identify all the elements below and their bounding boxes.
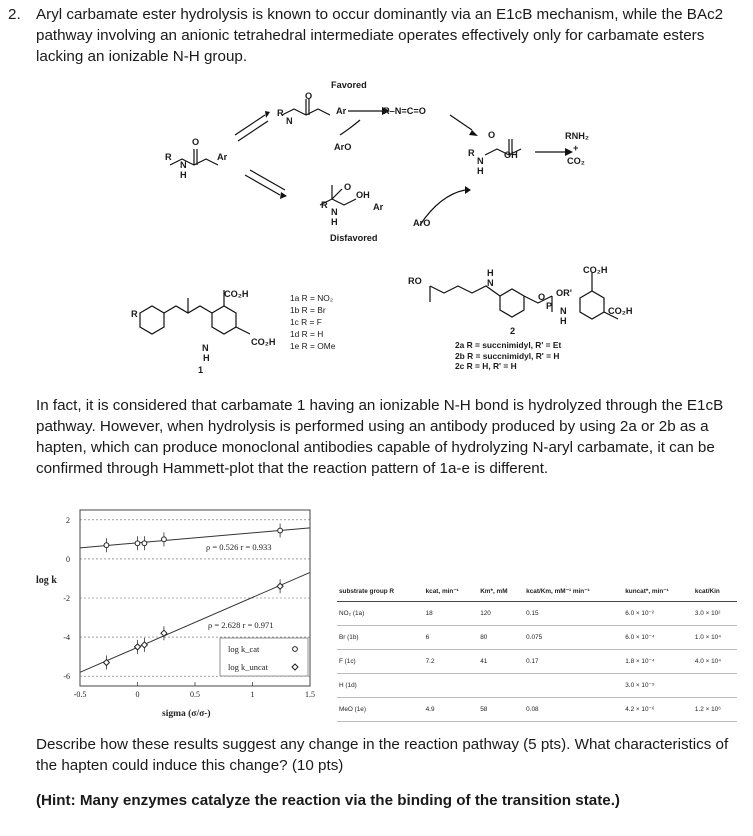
- x-tick-label: 0.5: [190, 690, 200, 699]
- prompt-text: Describe how these results suggest any change in the reaction pathway (5 pts). What characteristics of the hapten could induce this change? (10 pts): [36, 736, 729, 774]
- table-row: [337, 698, 737, 722]
- table-cell: MeO (1e): [337, 698, 424, 722]
- compound-2-label: 2: [510, 326, 516, 336]
- atom-h-tet: H: [331, 217, 338, 227]
- compound-2-n2: N: [560, 306, 567, 316]
- compound-2-o: O: [538, 292, 546, 302]
- atom-r-start: R: [165, 152, 172, 162]
- table-header: kcat, min⁻¹: [424, 582, 479, 602]
- atom-h-start: H: [180, 170, 187, 180]
- table-row: [337, 674, 737, 698]
- legend-uncat-label: log k_uncat: [228, 662, 268, 672]
- series-1-item: 1a R = NO₂: [290, 293, 334, 303]
- question-number: 2.: [8, 6, 21, 23]
- product-amine: RNH₂: [565, 131, 589, 141]
- aryloxide-label-top: ArO: [334, 142, 352, 152]
- y-tick-label: 0: [66, 554, 70, 564]
- compound-1-r: R: [131, 309, 138, 319]
- table-cell: [478, 674, 524, 698]
- data-point-cat: [162, 537, 167, 542]
- table-cell: 58: [478, 698, 524, 722]
- table-cell: 6: [424, 626, 479, 650]
- series-2-item: 2a R = succnimidyl, R' = Et: [455, 340, 562, 350]
- y-tick-label: -4: [63, 633, 70, 643]
- legend-cat-label: log k_cat: [228, 644, 260, 654]
- hammett-plot: [30, 500, 330, 720]
- y-tick-label: -2: [63, 594, 70, 603]
- y-axis-label: log k: [36, 575, 57, 586]
- compound-1-ring-left: [140, 306, 164, 334]
- arrow-down-isocyanate: [450, 115, 472, 130]
- data-point-cat: [135, 541, 140, 546]
- table-cell: 18: [424, 602, 479, 626]
- atom-n-start: N: [180, 160, 187, 170]
- atom-n-acid: N: [477, 156, 484, 166]
- data-point-cat: [278, 528, 283, 533]
- series-2-item: 2b R = succnimidyl, R' = H: [455, 350, 560, 361]
- compound-2-ring-left: [500, 289, 524, 317]
- table-header: substrate group R: [337, 582, 424, 602]
- table-cell: H (1d): [337, 674, 424, 698]
- compound-2-ring-right: [580, 291, 604, 319]
- series-2-list: [455, 340, 561, 372]
- x-axis-label: sigma (σ/σ-): [162, 709, 211, 719]
- compound-1-ring-right: [212, 306, 236, 334]
- table-cell: 80: [478, 626, 524, 650]
- y-tick-label: 2: [66, 515, 70, 525]
- data-point-uncat: [141, 642, 147, 648]
- compound-1-h: H: [203, 353, 210, 363]
- table-cell: 1.8 × 10⁻⁴: [623, 650, 693, 674]
- data-point-uncat: [135, 644, 141, 650]
- table-cell: 6.0 × 10⁻²: [623, 602, 693, 626]
- table-row: [337, 626, 737, 650]
- atom-ar-start: Ar: [217, 152, 228, 162]
- atom-r-anion: R: [277, 108, 284, 118]
- series-1-item: 1e R = OMe: [290, 341, 336, 351]
- annotation-uncat: ρ = 2.628 r = 0.971: [208, 620, 274, 630]
- table-header: kcat/Km, mM⁻¹ min⁻¹: [524, 582, 623, 602]
- product-plus: +: [573, 143, 579, 153]
- table-cell: 4.9: [424, 698, 479, 722]
- table-cell: [693, 674, 737, 698]
- product-co2: CO₂: [567, 156, 585, 166]
- atom-oh-acid: OH: [504, 150, 518, 160]
- question-intro: Aryl carbamate ester hydrolysis is known to occur dominantly via an E1cB mechanism, while the BAc2 pathway involving an anionic tetrahedral intermediate operates effectively only for carbamate esters lacking an ionizable N-H group.: [36, 6, 724, 65]
- table-cell: 0.075: [524, 626, 623, 650]
- compound-1-n: N: [202, 343, 209, 353]
- table-cell: 4.0 × 10⁴: [693, 650, 737, 674]
- compound-2-n: N: [487, 278, 494, 288]
- atom-n-anion: N: [286, 116, 293, 126]
- equilibrium-arrow-2: [245, 175, 280, 195]
- favored-label: Favored: [331, 80, 367, 90]
- compound-2-h: H: [487, 268, 494, 278]
- table-cell: Br (1b): [337, 626, 424, 650]
- compound-2-h2: H: [560, 316, 567, 326]
- atom-oh-tet: OH: [356, 190, 370, 200]
- table-header: kcat/Kin: [693, 582, 737, 602]
- x-tick-label: 0: [135, 690, 140, 699]
- atom-ar-tet: Ar: [373, 202, 384, 212]
- table-cell: 1.2 × 10⁶: [693, 698, 737, 722]
- table-header-row: [337, 582, 737, 602]
- table-row: [337, 602, 737, 626]
- x-tick-label: 1: [250, 690, 255, 699]
- table-cell: 7.2: [424, 650, 479, 674]
- table-cell: 3.0 × 10²: [693, 602, 737, 626]
- table-cell: 120: [478, 602, 524, 626]
- table-cell: F (1c): [337, 650, 424, 674]
- series-1-item: 1c R = F: [290, 317, 322, 327]
- data-point-cat: [142, 541, 147, 546]
- compound-2-p: P: [546, 301, 553, 311]
- table-cell: [424, 674, 479, 698]
- compound-1-label: 1: [198, 365, 204, 375]
- table-cell: 0.17: [524, 650, 623, 674]
- atom-o-anion: O: [305, 91, 313, 101]
- compound-1-co2h-right: CO₂H: [251, 337, 276, 347]
- compound-2-co2h-top: CO₂H: [583, 265, 608, 275]
- compound-1-co2h-top: CO₂H: [224, 289, 249, 299]
- compound-2-ro: RO: [408, 276, 422, 286]
- table-cell: 0.15: [524, 602, 623, 626]
- table-cell: NO₂ (1a): [337, 602, 424, 626]
- kinetics-table: [337, 582, 737, 722]
- atom-r-tet: R: [321, 200, 328, 210]
- table-row: [337, 650, 737, 674]
- annotation-cat: ρ = 0.526 r = 0.933: [206, 542, 272, 552]
- atom-o-acid: O: [488, 130, 496, 140]
- table-cell: 0.08: [524, 698, 623, 722]
- body-paragraph: In fact, it is considered that carbamate 1 having an ionizable N-H bond is hydrolyzed through the E1cB pathway. However, when hydrolysis is performed using an antibody produced by using 2a or 2b as a hapten, which can produce monoclonal antibodies capable of hydrolyzing N-aryl carbamate, it can be confirmed through Hammett-plot that the reaction pattern of 1a-e is different.: [36, 397, 724, 477]
- atom-n-tet: N: [331, 207, 338, 217]
- compound-2-or: OR': [556, 288, 572, 298]
- series-2-item: 2c R = H, R' = H: [455, 361, 517, 371]
- aryloxide-label-bottom: ArO: [413, 218, 431, 228]
- x-tick-label: -0.5: [73, 690, 87, 699]
- atom-r-acid: R: [468, 148, 475, 158]
- fit-line: [80, 528, 310, 548]
- compound-structures: [120, 258, 740, 373]
- mechanism-scheme: [120, 75, 740, 255]
- atom-o-start: O: [192, 137, 200, 147]
- series-1-item: 1b R = Br: [290, 305, 326, 315]
- table-cell: 1.0 × 10⁴: [693, 626, 737, 650]
- disfavored-label: Disfavored: [330, 233, 378, 243]
- atom-ar-anion: Ar: [336, 106, 347, 116]
- isocyanate-label: R–N=C=O: [383, 106, 426, 116]
- atom-o-tet: O: [344, 182, 352, 192]
- series-1-list: [290, 292, 335, 352]
- data-point-cat: [104, 543, 109, 548]
- compound-2-co2h-right: CO₂H: [608, 306, 633, 316]
- table-header: Km*, mM: [478, 582, 524, 602]
- series-1-item: 1d R = H: [290, 329, 324, 339]
- table-cell: 3.0 × 10⁻⁵: [623, 674, 693, 698]
- x-tick-label: 1.5: [305, 690, 315, 699]
- hint-text: (Hint: Many enzymes catalyze the reaction via the binding of the transition state.): [36, 792, 620, 809]
- table-cell: [524, 674, 623, 698]
- atom-h-acid: H: [477, 166, 484, 176]
- curved-arrow-favored: [340, 120, 360, 135]
- table-cell: 4.2 × 10⁻⁶: [623, 698, 693, 722]
- table-cell: 41: [478, 650, 524, 674]
- equilibrium-arrow-1: [235, 115, 265, 135]
- table-header: kuncat*, min⁻¹: [623, 582, 693, 602]
- table-cell: 6.0 × 10⁻⁴: [623, 626, 693, 650]
- y-tick-label: -6: [63, 672, 70, 682]
